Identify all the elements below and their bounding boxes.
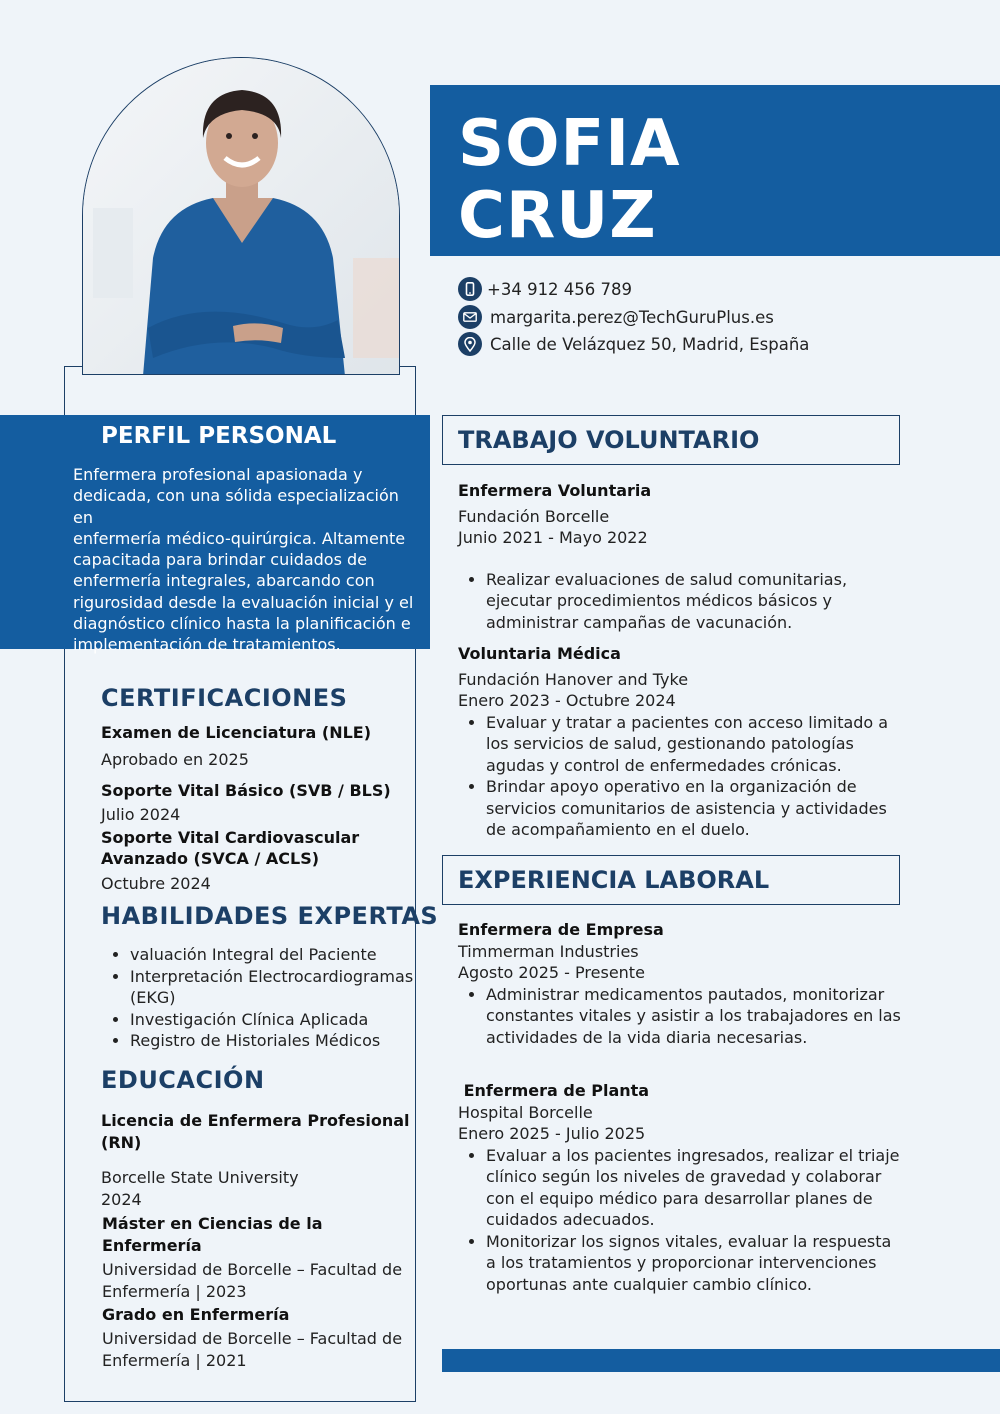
habilidades-title: HABILIDADES EXPERTAS [101,902,439,930]
cert-detail: Octubre 2024 [101,874,211,893]
perfil-description [73,464,418,656]
job-dates: Agosto 2025 - Presente [458,963,645,982]
school-year: 2024 [101,1189,142,1209]
job-org: Fundación Hanover and Tyke [458,669,689,689]
job-bullet: • Brindar apoyo operativo en la organización de servicios comunitarios de asistencia y actividades de acompañamiento en el duelo. [486,776,903,841]
location-icon [458,332,482,356]
voluntario-title: TRABAJO VOLUNTARIO [442,415,900,465]
job-org: Timmerman Industries [458,941,639,961]
cert-name: Soporte Vital Básico (SVB / BLS) [101,780,391,800]
perfil-line: capacitada para brindar cuidados de [73,550,368,570]
school-name: Enfermería | 2023 [102,1281,247,1301]
perfil-line: Enfermera profesional apasionada y [73,465,363,484]
full-name [458,108,681,252]
degree-name: Licencia de Enfermera Profesional [101,1111,410,1130]
phone-text[interactable]: +34 912 456 789 [487,279,633,299]
educacion-list [101,1110,411,1371]
address-text: Calle de Velázquez 50, Madrid, España [490,334,810,354]
email-text[interactable]: margarita.perez@TechGuruPlus.es [490,307,774,327]
job-bullet: • Realizar evaluaciones de salud comunitarias, ejecutar procedimientos médicos básicos y administrar campañas de vacunación. [486,569,903,634]
habilidades-list [102,944,414,1052]
bottom-accent-bar [442,1349,1000,1372]
perfil-line: dedicada, con una sólida especialización en [73,486,399,527]
cert-detail: Aprobado en 2025 [101,750,249,769]
job-dates: Enero 2025 - Julio 2025 [458,1124,646,1143]
cert-name: Examen de Licenciatura (NLE) [101,723,372,742]
job-dates: Junio 2021 - Mayo 2022 [458,528,648,547]
skill-item: • valuación Integral del Paciente [130,944,414,966]
perfil-line: rigurosidad desde la evaluación inicial y el [73,592,414,612]
mail-icon [458,305,482,329]
phone-icon [458,277,482,301]
last-name: CRUZ [458,179,657,253]
perfil-line: diagnóstico clínico hasta la planificación e [73,614,411,634]
cert-name: Soporte Vital Cardiovascular [101,828,360,847]
job-role: Enfermera Voluntaria [458,481,652,500]
job-bullet: • Monitorizar los signos vitales, evaluar la respuesta a los tratamientos y proporcionar intervenciones oportunas ante cualquier cambio clínico. [486,1231,903,1296]
job-role: Enfermera de Planta [458,1081,650,1100]
job-bullet: • Evaluar y tratar a pacientes con acceso limitado a los servicios de salud, gestionando patologías agudas y control de enfermedades crónicas. [486,712,903,777]
profile-photo [82,57,400,375]
contact-address [458,331,809,357]
degree-name: Grado en Enfermería [102,1305,290,1324]
perfil-line: enfermería médico-quirúrgica. Altamente [73,528,406,548]
educacion-title: EDUCACIÓN [101,1066,265,1094]
school-name: Universidad de Borcelle – Facultad de [102,1329,403,1348]
job-org: Fundación Borcelle [458,506,610,526]
school-name: Borcelle State University [101,1168,299,1187]
school-name: Enfermería | 2021 [102,1350,247,1370]
job-bullet: • Evaluar a los pacientes ingresados, realizar el triaje clínico según los niveles de gravedad y colaborar con el equipo médico para desarrollar planes de cuidados adecuados. [486,1145,903,1231]
cert-detail: Julio 2024 [101,804,181,824]
first-name: SOFIA [458,107,681,181]
job-bullet: • Administrar medicamentos pautados, monitorizar constantes vitales y asistir a los trabajadores en las actividades de la vida diaria necesarias. [486,984,903,1049]
cert-name: Avanzado (SVCA / ACLS) [101,849,320,868]
experiencia-list [458,919,903,1295]
job-role: Enfermera de Empresa [458,920,664,939]
skill-item: • Interpretación Electrocardiogramas (EKG) [130,966,414,1009]
skill-item: • Investigación Clínica Aplicada [130,1009,414,1031]
job-role: Voluntaria Médica [458,644,621,663]
perfil-line: implementación de tratamientos. [73,635,341,655]
contact-phone [458,276,632,302]
perfil-line: enfermería integrales, abarcando con [73,571,375,591]
degree-name: Máster en Ciencias de la Enfermería [102,1214,323,1255]
skill-item: • Registro de Historiales Médicos [130,1030,414,1052]
certificaciones-list [101,722,411,895]
job-dates: Enero 2023 - Octubre 2024 [458,691,676,710]
contact-email [458,304,774,330]
voluntario-list [458,480,903,841]
job-org: Hospital Borcelle [458,1102,593,1122]
school-name: Universidad de Borcelle – Facultad de [102,1260,403,1279]
perfil-title: PERFIL PERSONAL [101,423,337,449]
degree-name: (RN) [101,1132,142,1152]
experiencia-title: EXPERIENCIA LABORAL [442,855,900,905]
certificaciones-title: CERTIFICACIONES [101,684,348,712]
